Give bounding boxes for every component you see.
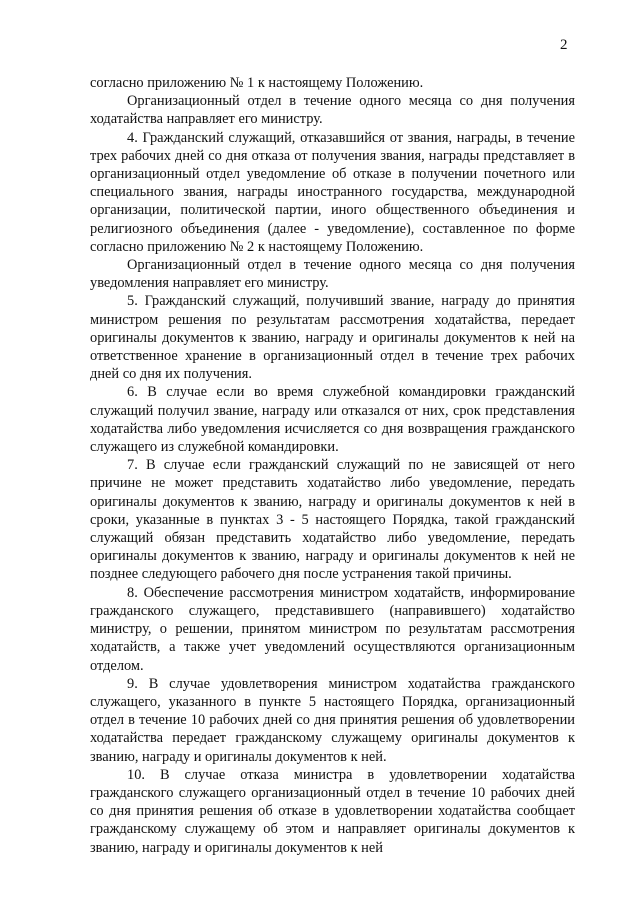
paragraph-item-9: 9. В случае удовлетворения министром ходатайства гражданского служащего, указанного в пункте 5 настоящего Порядка, организационный отдел в течение 10 рабочих дней со дня принятия решения об удовлетворении ходатайства передает гражданскому служащему оригиналы документов к званию, награду и оригиналы документов к ней. <box>90 675 575 765</box>
paragraph-item-6: 6. В случае если во время служебной командировки гражданский служащий получил звание, награду или отказался от них, срок представления ходатайства либо уведомления исчисляется со дня возвращения гражданского служащего из служебной командировки. <box>90 384 575 456</box>
paragraph-item-7: 7. В случае если гражданский служащий по не зависящей от него причине не может представить ходатайство либо уведомление, передать оригиналы документов к званию, награду и оригиналы документов к ней в сроки, указанные в пунктах 3 - 5 настоящего Порядка, такой гражданский служащий обязан представить ходатайство либо уведомление, передать оригиналы документов к званию, награду и оригиналы документов к ней не позднее следующего рабочего дня после устранения такой причины. <box>90 457 575 583</box>
paragraph-item-5: 5. Гражданский служащий, получивший звание, награду до принятия министром решения по результатам рассмотрения ходатайства, передает оригиналы документов к званию, награду и оригиналы документов к ней на ответственное хранение в организационный отдел в течение трех рабочих дней со дня их получения. <box>90 293 575 383</box>
paragraph-item-4: 4. Гражданский служащий, отказавшийся от звания, награды, в течение трех рабочих дней со дня отказа от получения звания, награды представляет в организационный отдел уведомление об отказе в получении почетного или специального звания, награды иностранного государства, международной организации, политической партии, иного общественного объединения и религиозного объединения (далее - уведомление), составленное по форме согласно приложению № 2 к настоящему Положению. <box>90 129 575 255</box>
page-number: 2 <box>560 37 568 53</box>
paragraph-petition-forwarding: Организационный отдел в течение одного месяца со дня получения ходатайства направляет его министру. <box>90 93 575 128</box>
document-body <box>90 74 575 857</box>
paragraph-continuation: согласно приложению № 1 к настоящему Положению. <box>90 75 424 91</box>
paragraph-notification-forwarding: Организационный отдел в течение одного месяца со дня получения уведомления направляет его министру. <box>90 257 575 292</box>
paragraph-item-10: 10. В случае отказа министра в удовлетворении ходатайства гражданского служащего организационный отдел в течение 10 рабочих дней со дня принятия решения об отказе в удовлетворении ходатайства сообщает гражданскому служащему об этом и направляет оригиналы документов к званию, награду и оригиналы документов к ней <box>90 766 575 856</box>
paragraph-item-8: 8. Обеспечение рассмотрения министром ходатайств, информирование гражданского служащего, представившего (направившего) ходатайство министру, о решении, принятом министром по результатам рассмотрения ходатайств, а также учет уведомлений осуществляются организационным отделом. <box>90 584 575 674</box>
